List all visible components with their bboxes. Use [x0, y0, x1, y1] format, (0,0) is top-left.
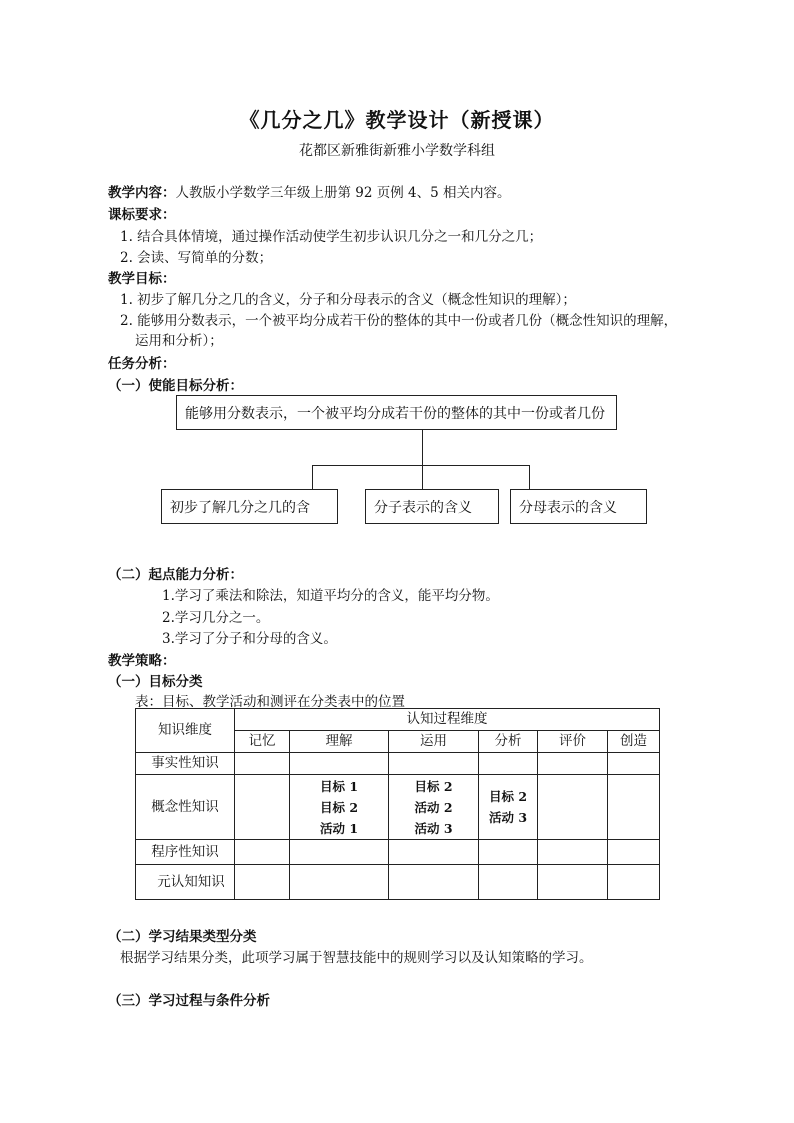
table-cell: [235, 840, 290, 865]
start-item: 3.学习了分子和分母的含义。: [162, 631, 337, 647]
page-title: 《几分之几》教学设计（新授课）: [239, 108, 555, 132]
task-label: 任务分析：: [108, 356, 176, 372]
table-col-header: 理解: [290, 731, 389, 753]
diagram-child-text: 初步了解几分之几的含: [170, 499, 310, 516]
table-cell: [290, 753, 389, 775]
table-col-header: 分析: [479, 731, 538, 753]
cell-entry: 活动 2: [414, 799, 453, 815]
table-cell: [389, 865, 479, 900]
goals-item: 2. 能够用分数表示，一个被平均分成若干份的整体的其中一份或者几份（概念性知识的理解，: [120, 313, 678, 329]
classification-table: [135, 708, 660, 900]
goals-item-continued: 运用和分析）；: [135, 333, 223, 349]
table-cell: [479, 865, 538, 900]
task-subheading: （一）使能目标分析：: [108, 378, 243, 394]
start-label: （二）起点能力分析：: [108, 567, 243, 583]
table-cell: [608, 840, 660, 865]
cell-entry: 目标 2: [414, 778, 453, 794]
diagram-child-text: 分子表示的含义: [374, 499, 472, 516]
diagram-connector: [422, 430, 423, 465]
table-cell: [235, 753, 290, 775]
diagram-connector: [312, 465, 313, 489]
table-caption: 表：目标、教学活动和测评在分类表中的位置: [135, 694, 405, 710]
table-cell: [608, 865, 660, 900]
table-cell: [479, 753, 538, 775]
diagram-connector: [529, 465, 530, 489]
result-text: 根据学习结果分类，此项学习属于智慧技能中的规则学习以及认知策略的学习。: [120, 950, 593, 966]
diagram-top-box: [176, 395, 617, 430]
table-col-header: 记忆: [235, 731, 290, 753]
table-col-header: 评价: [538, 731, 608, 753]
table-cell: [538, 840, 608, 865]
result-label: （二）学习结果类型分类: [108, 929, 257, 945]
diagram-child-box: [510, 489, 647, 524]
cell-entry: 目标 2: [488, 789, 528, 804]
content-label: 教学内容：: [108, 185, 176, 201]
diagram-child-box: [161, 489, 338, 524]
table-cell: [538, 753, 608, 775]
content-text: 人教版小学数学三年级上册第 92 页例 4、5 相关内容。: [175, 185, 511, 201]
diagram-child-box: [365, 489, 499, 524]
content-line: [108, 181, 511, 201]
standards-item: 2. 会读、写简单的分数；: [120, 250, 273, 266]
diagram-connector: [312, 465, 530, 466]
start-item: 2.学习几分之一。: [162, 610, 270, 626]
table-cell-apply: [389, 775, 479, 840]
table-cell: [479, 840, 538, 865]
goals-item: 1. 初步了解几分之几的含义，分子和分母表示的含义（概念性知识的理解）；: [120, 292, 576, 308]
table-cell: [538, 775, 608, 840]
table-row-header: 元认知知识: [136, 865, 235, 900]
page-subtitle: 花都区新雅街新雅小学数学科组: [299, 143, 495, 159]
table-row-header: 事实性知识: [136, 753, 235, 775]
table-cell: [235, 775, 290, 840]
process-label: （三）学习过程与条件分析: [108, 993, 270, 1009]
strategy-label: 教学策略：: [108, 653, 176, 669]
strategy-subheading: （一）目标分类: [108, 674, 203, 690]
table-cell: [389, 753, 479, 775]
table-cell: [235, 865, 290, 900]
table-cell: [608, 753, 660, 775]
goals-label: 教学目标：: [108, 271, 176, 287]
table-cell: [389, 840, 479, 865]
start-item: 1.学习了乘法和除法，知道平均分的含义，能平均分物。: [162, 588, 499, 604]
table-corner-header: 知识维度: [136, 709, 235, 753]
table-group-header: 认知过程维度: [235, 709, 660, 731]
table-cell: [538, 865, 608, 900]
table-cell: [608, 775, 660, 840]
table-col-header: 创造: [608, 731, 660, 753]
cell-entry: 活动 3: [488, 810, 528, 825]
standards-label: 课标要求：: [108, 207, 176, 223]
table-cell: [290, 865, 389, 900]
diagram-connector: [422, 465, 423, 489]
table-cell-understand: [290, 775, 389, 840]
table-row-header: 程序性知识: [136, 840, 235, 865]
table-cell: [290, 840, 389, 865]
diagram-top-text: 能够用分数表示，一个被平均分成若干份的整体的其中一份或者几份: [185, 405, 605, 422]
table-col-header: 运用: [389, 731, 479, 753]
cell-entry: 目标 1: [319, 778, 359, 794]
diagram-child-text: 分母表示的含义: [519, 499, 617, 516]
cell-entry: 目标 2: [319, 799, 359, 815]
standards-item: 1. 结合具体情境，通过操作活动使学生初步认识几分之一和几分之几；: [120, 229, 543, 245]
table-row-header: 概念性知识: [136, 775, 235, 840]
cell-entry: 活动 1: [319, 820, 359, 836]
cell-entry: 活动 3: [414, 820, 453, 836]
table-cell-analyze: [479, 775, 538, 840]
